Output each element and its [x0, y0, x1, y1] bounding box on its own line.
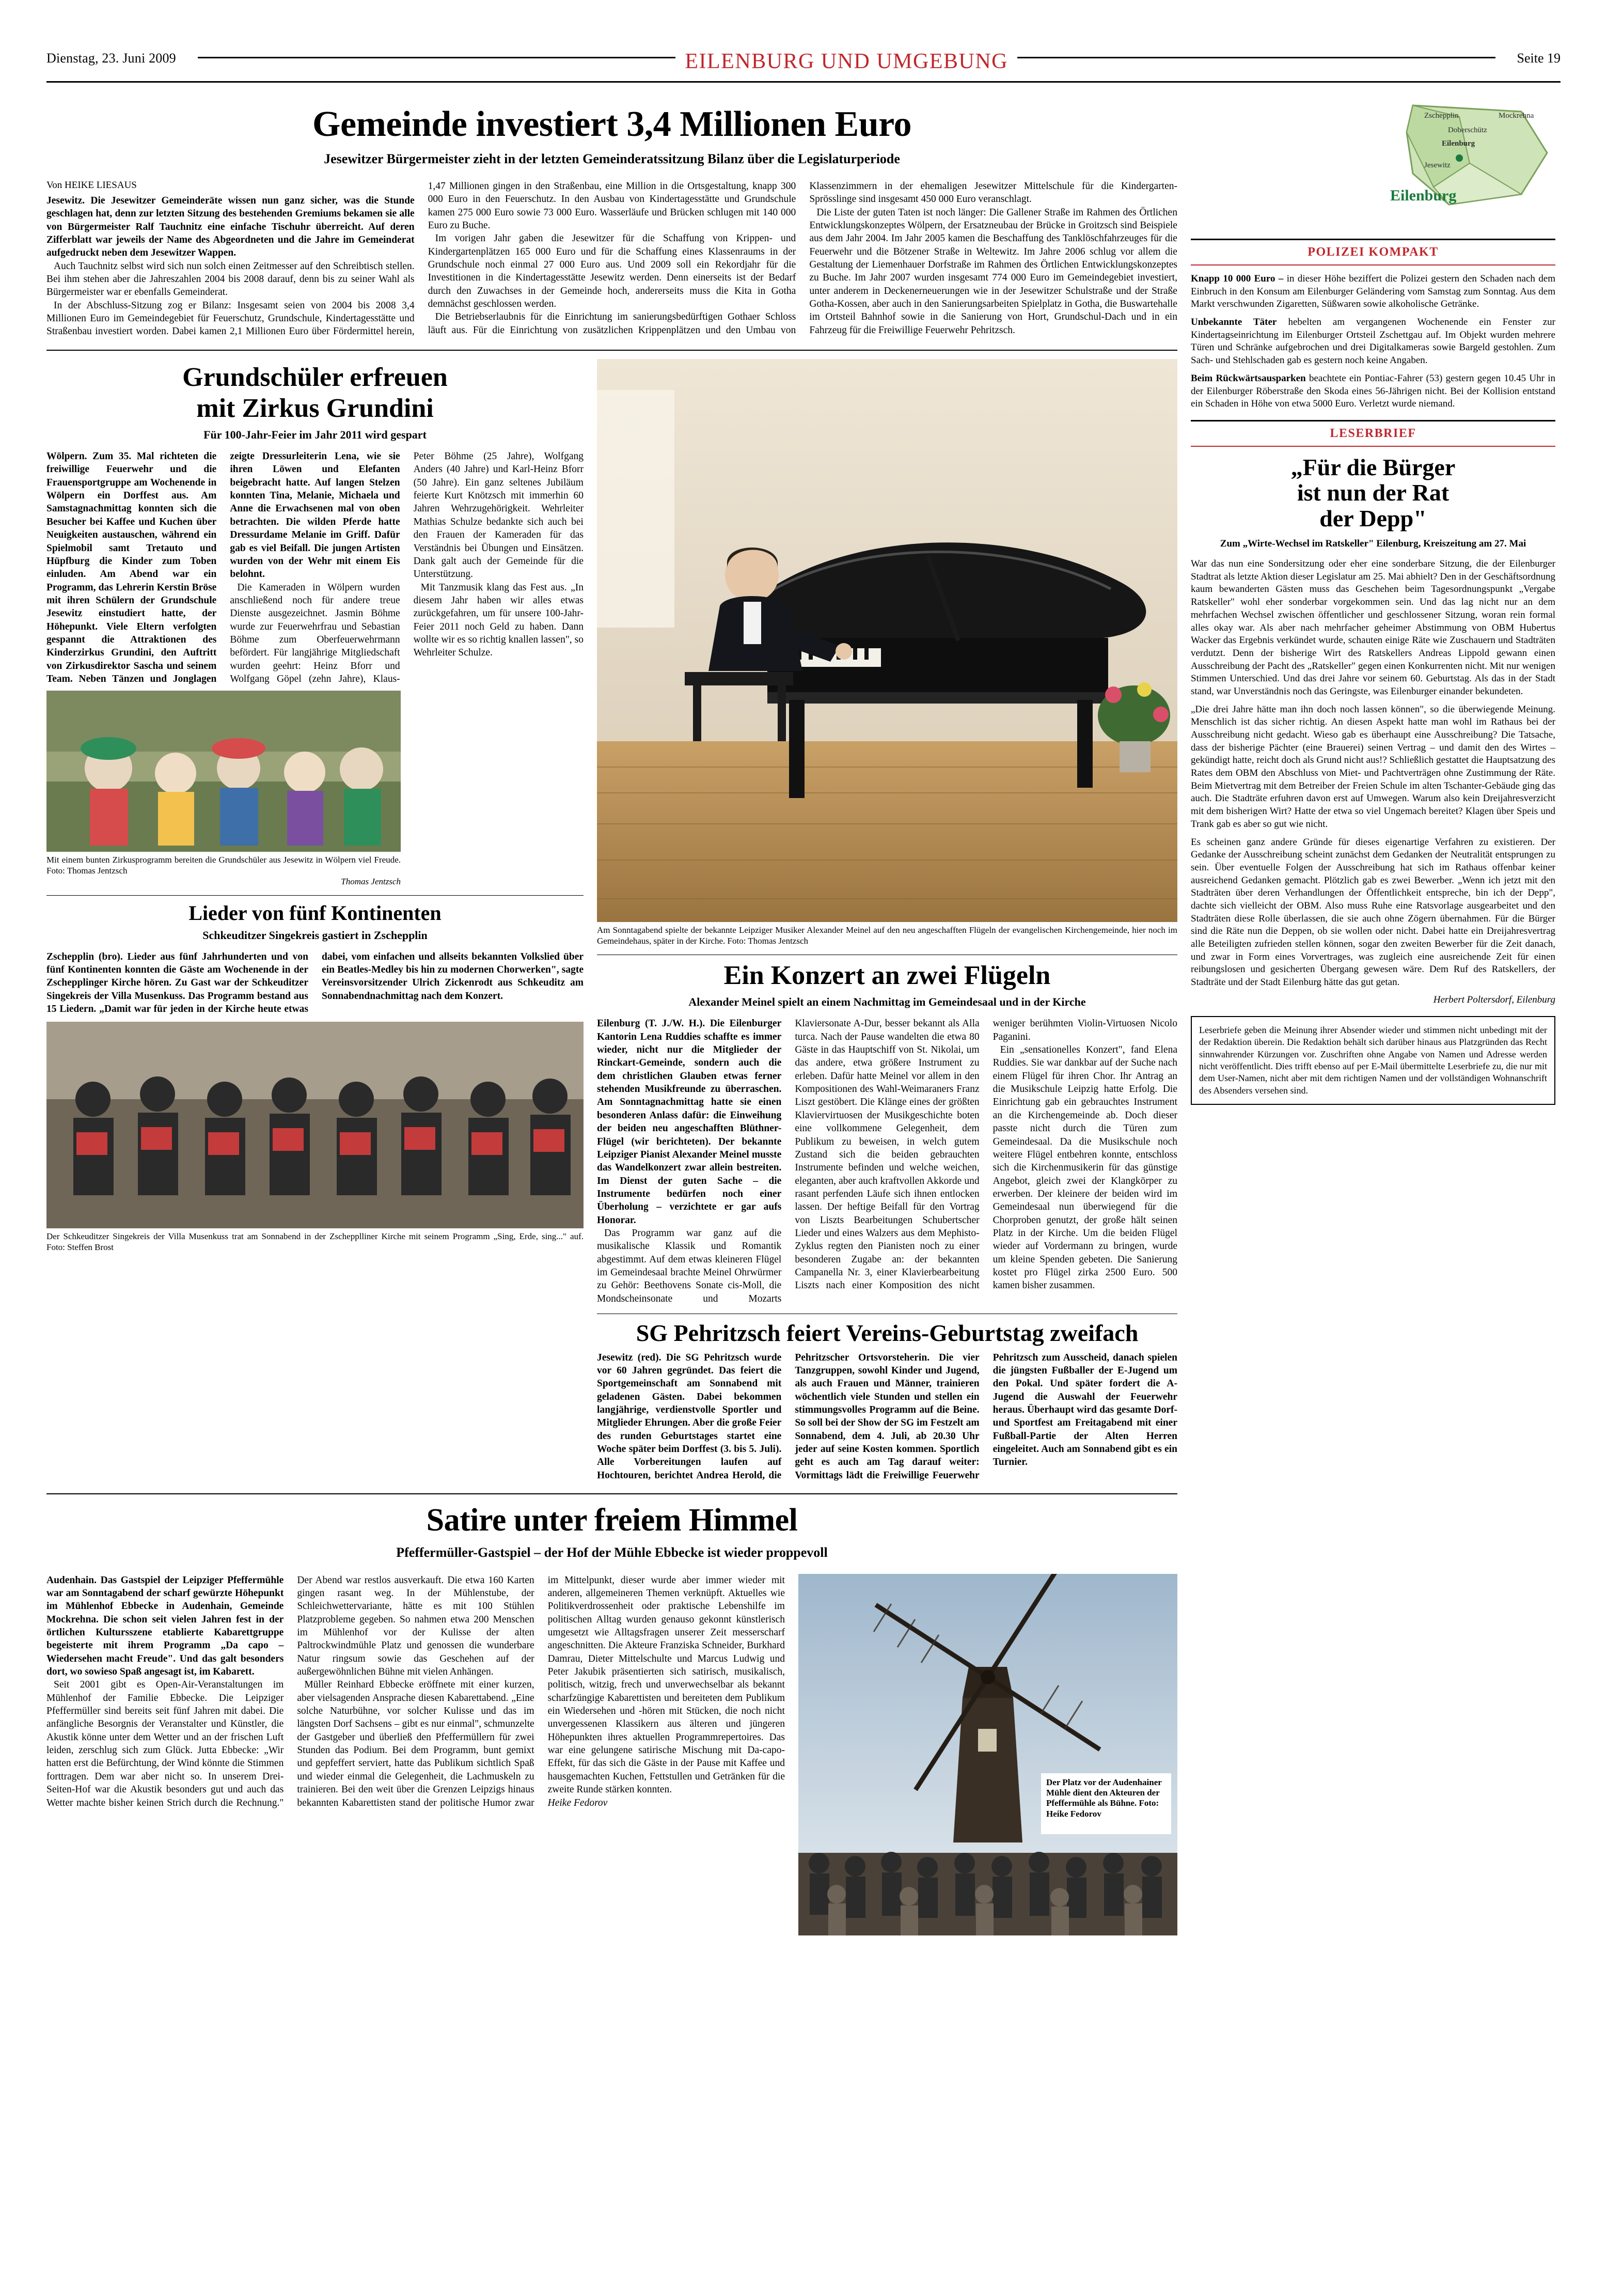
- zirkus-signature: Thomas Jentzsch: [341, 876, 401, 886]
- windmill-caption-text: Der Platz vor der Audenhainer Mühle dient den Akteuren der Pfeffermühle als Bühne.: [1046, 1777, 1162, 1808]
- lead-paragraph: Die Betriebserlaubnis für die Einrichtung im sanierungsbedürftigen Gothaer Schloss läuft aus. Für die Einrichtung von zusätzlichen Krippenplätzen und den Umbau von Klassenzimmern in der ehemaligen Jesewitzer Mittelschule für die Kindergarten-Sprösslinge sind insgesamt 450 000 Euro veranschlagt.: [428, 181, 1177, 336]
- map-label-eilenburg: Eilenburg: [1442, 139, 1475, 148]
- divider: [46, 350, 1177, 351]
- zirkus-headline-line1: Grundschüler erfreuen: [182, 362, 448, 392]
- masthead: [46, 49, 1561, 79]
- piano-photo-image: [597, 359, 1177, 922]
- windmill-photo-caption: [1041, 1773, 1171, 1834]
- polizei-top-rule: [1191, 239, 1555, 240]
- zirkus-photo: [46, 691, 401, 852]
- leserbrief-title-line1: „Für die Bürger: [1290, 454, 1456, 480]
- polizei-item-kicker: Unbekannte Täter: [1191, 317, 1277, 328]
- polizei-section-title: POLIZEI KOMPAKT: [1307, 245, 1439, 259]
- satire-paragraph: Seit 2001 gibt es Open-Air-Veranstaltungen im Mühlenhof der Familie Ebbecke. Die Leipziger Pfeffermüller sind bereits seit fünf Jahren mit dabei. Die anfängliche Besorgnis der Veranstalter und Künstler, die Akustik könne unter dem Wetter und an der frischen Luft leiden, zerschlug sich zum Glück. Jutta Ebbecke: „Wir hatten erst die Befürchtung, der Wind könnte die Stimmen forttragen. Dem war aber nicht so. In unserem Drei-Seiten-Hof war die Akustik besonders gut und auch das Wetter machte bisher keinen Strich durch die Rechnung." Der Abend war restlos ausverkauft. Die etwa 160 Karten gingen rasant weg. In der Mühlenstube, der Schleichwettervariante, hätte es mit 100 Stühlen Platzprobleme gegeben. So nahmen etwa 200 Menschen im Mühlenhof vor der Kulisse der alten Paltrockwindmühle Platz und genossen die wunderbare Natur ringsum sowie das Geschehen auf der außergewöhnlichen Bühne mit vielen Anhängen.: [46, 1574, 534, 1808]
- polizei-item: [1191, 372, 1555, 411]
- lead-paragraph: Im vorigen Jahr gaben die Jesewitzer für die Schaffung von Krippen- und Kindergartenplätzen 165 000 Euro und für die Schaffung eines Klassenraums in der Grundschule noch einmal 27 000 Euro aus. Und 2009 soll ein Rekordjahr für die Investitionen in die Kindertagesstätte Jesewitz werden. Denn einerseits ist der Bedarf durch den Zuwachses in der Gemeinde hoch, andererseits muss die Kita in Gotha demnächst geschlossen werden.: [428, 233, 796, 310]
- singkreis-photo-image: [46, 1022, 584, 1228]
- lead-story-body: [46, 180, 1177, 338]
- lead-headline: Gemeinde investiert 3,4 Millionen Euro: [312, 104, 911, 144]
- leserbrief-title-line3: der Depp": [1319, 505, 1427, 532]
- piano-caption-credit: Foto: Thomas Jentzsch: [727, 935, 808, 946]
- divider: [46, 895, 584, 896]
- lead-byline: Von HEIKE LIESAUS: [46, 180, 137, 191]
- zirkus-article: [46, 359, 584, 1482]
- polizei-item-kicker: Beim Rückwärtsausparken: [1191, 372, 1306, 384]
- konzert-block: [597, 359, 1177, 1482]
- lieder-headline: Lieder von fünf Kontinenten: [188, 901, 442, 925]
- zirkus-photo-image: [46, 691, 401, 852]
- region-map: [1191, 96, 1555, 236]
- singkreis-photo-caption: [46, 1231, 584, 1253]
- polizei-item-kicker: Knapp 10 000 Euro –: [1191, 273, 1284, 284]
- singkreis-photo: [46, 1022, 584, 1228]
- masthead-title: EILENBURG UND UMGEBUNG: [685, 50, 1009, 73]
- zirkus-paragraph: Die Kameraden in Wölpern wurden anschließend noch für andere treue Dienste ausgezeichnet. Jasmin Böhme wurde zur Feuerwehrfrau und Sebastian Böhme zum Oberfeuerwehrmann befördert. Für langjährige Mitgliedschaft wurden geehrt: Heinz Bforr und Wolfgang Göpel (zehn Jahre), Klaus-Peter Böhme (25 Jahre), Wolfgang Anders (40 Jahre) und Karl-Heinz Bforr (50 Jahre). Ein ganz seltenes Jubiläum feierte Kurt Knötzsch mit immerhin 60 Jahren Wehrzugehörigkeit. Wehrleiter Mathias Schulze bedankte sich auch bei den Frauen der Kameraden für das Verständnis bei Übungen und Einsätzen. Dank galt auch der Gemeinde für die Unterstützung.: [230, 451, 584, 684]
- lieder-body: [46, 950, 584, 1016]
- leserbrief-paragraph: „Die drei Jahre hätte man ihn doch noch lassen können", so die überwiegende Meinung. Menschlich ist das sicher richtig. An diesen Aspekt hatte man wohl im Rathaus bei der Ausschreibung nicht gedacht. Wieso gab es überhaupt eine Ausschreibung? Die Tatsache, dass der bisherige Pächter (eine Brauerei) seinen Vertrag – und damit den des Wirtes – gekündigt hatte, reicht doch als Grund nicht aus!? Schließlich gestattet die Hauptsatzung des Rates dem OBM den Abschluss von Miet- und Pachtverträgen ohne Zustimmung der Räte. Beim Mietvertrag mit dem Betreiber der Freien Schule im alten Tschanter-Gebäude ging das auch. Die Stadträte erfuhren davon erst auf Umwegen. Warum also kein Dreijahresverzicht mit dem bisherigen Wirt? Hatte der etwa so viel Ungemach bereitet? Klagen über Speis und Trank gab es aber so gut wie nicht.: [1191, 704, 1555, 830]
- windmill-photo: [798, 1574, 1177, 1935]
- konzert-paragraph: Ein „sensationelles Konzert", fand Elena Ruddies. Sie war dankbar auf der Suche nach einem Flügel für ihren Chor. Ihr Antrag an die Musikschule Leipzig hatte Erfolg. Die Einrichtung gab ein gebrauchtes Instrument an die Kirchengemeinde ab. Doch dieser passte nicht durch die Türen zum Gemeindesaal. Da die Musikschule noch weitere Flügel entbehren konnte, entschloss sich die Kirchenmusikerin für das günstige Angebot, gleich zwei der Klangkörper zu erwerben. Der kleinere der beiden wird im Gemeindesaal nun überwiegend für die Chorproben genutzt, der große hält seinen Platz in der Kirche. Um die beiden Flügel wieder auf Vordermann zu bringen, wurde um kleine Spenden gebeten. Die Sanierung kostet pro Flügel zirka 2500 Euro. 500 kamen bisher zusammen.: [992, 1044, 1177, 1291]
- konzert-headline: Ein Konzert an zwei Flügeln: [723, 961, 1051, 991]
- piano-photo-caption: [597, 925, 1177, 946]
- konzert-paragraph: Eilenburg (T. J./W. H.). Die Eilenburger Kantorin Lena Ruddies schaffte es immer wieder, nicht nur die Mitglieder der Rinckart-Gemeinde, sondern auch die dem christlichen Glauben etwas ferner stehenden Musikfreunde zu überraschen. Am Sonntagnachmittag hatte sie einen besonderen Anlass dafür: die Einweihung der beiden neu angeschafften Blüthner-Flügel (wir berichteten). Der bekannte Leipziger Pianist Alexander Meinel musste das Wandelkonzert zwar allein bestreiten. Im Dienst der guten Sache – die Instrumente bedürfen noch einer Überholung – verzichtete er gar aufs Honorar.: [597, 1018, 782, 1226]
- piano-photo: [597, 359, 1177, 922]
- windmill-photo-image: [798, 1574, 1177, 1935]
- lieder-paragraph: Zschepplin (bro). Lieder aus fünf Jahrhunderten und von fünf Kontinenten konnten die Gäste am Wochenende in der Zschepplinger Kirche hören. Zu Gast war der Schkeuditzer Singekreis der Villa Musenkuss. Das Programm bestand aus 15 Liedern. „Damit war für jeden in der Kirche heute etwas dabei, vom einfachen und allseits bekannten Volkslied über ein Beatles-Medley bis hin zu modernen Chorwerken", sagte Vereinsvorsitzender Ulrich Zickenrodt aus Schkeuditz am Sonnabendnachmittag nach dem Konzert.: [46, 951, 584, 1015]
- konzert-body: [597, 1017, 1177, 1305]
- masthead-center: [176, 49, 1517, 74]
- masthead-bottom-rule: [46, 81, 1561, 83]
- masthead-rule-right: [1017, 57, 1495, 58]
- mid-row: [46, 359, 1177, 1482]
- zirkus-photo-caption: [46, 855, 401, 876]
- lieder-subhead: Schkeuditzer Singekreis gastiert in Zschepplin: [202, 928, 428, 942]
- polizei-item-text: hebelten am vergangenen Wochenende ein Fenster zur Kindertagseinrichtung im Eilenburger Ortsteil Zschettgau auf. Im Objekt wurden mehrere Türen und Schränke aufgebrochen und drei Digitalkameras sowie Bargeld gestohlen. Zum Sach- und Stehlschaden gab es gestern noch keine Angaben.: [1191, 317, 1555, 366]
- main-content: [46, 96, 1177, 1935]
- satire-paragraph: Müller Reinhard Ebbecke eröffnete mit einer kurzen, aber vielsagenden Ansprache diesen Kabarettabend. „Eine solche Naturbühne, vor solcher Kulisse und das im längsten Dorf Sachsens – gibt es nur einmal", schmunzelte der Gastgeber und überließ den Pfeffermüllern für zwei Stunden das Podium. Bei dem Programm, bunt gemixt und gepfeffert serviert, hatte das Publikum sichtlich Spaß und wieder einmal die Gelegenheit, die Lachmuskeln zu trainieren. Bei den weit über die Grenzen Leipzigs hinaus bekannten Kabarettisten stand der politische Humor zwar im Mittelpunkt, dieser wurde aber immer wieder mit anderen, allgemeineren Themen verknüpft. Aktuelles wie Politikverdrossenheit oder praktische Lebenshilfe im politischen Alltag wurden genauso gekonnt künstlerisch umgesetzt wie Alltagsfragen unserer Zeit messerscharf angeschnitten. Die Akteure Franziska Schneider, Burkhard Damrau, Dieter Mittelschulte und Marcus Ludwig und Peter Jakubik präsentierten sich satirisch, musikalisch, politisch, witzig, frech und unverwechselbar als bekannt scharfzüngige Kabarettisten und bereiteten dem Publikum ein Wiedersehen und -hören mit Stücken, die noch nicht unvergessenen Klassikern aus älteren und jüngeren Höhepunkten ihres aktuellen Programmrepertoires. Das war eine gelungene satirische Mischung mit Da-capo-Effekt, für das sich die Gäste in der Pause mit Kaffee und hausgemachten Kuchen, Fettstullen und Getränken für die zweite Runde stärken konnten.: [297, 1574, 785, 1808]
- piano-caption-text: Am Sonntagabend spielte der bekannte Leipziger Musiker Alexander Meinel auf den neu angeschafften Flügeln der evangelischen Kirchengemeinde, hier noch im Gemeindehaus, später in der Kirche.: [597, 925, 1177, 946]
- map-city-name: Eilenburg: [1390, 187, 1457, 204]
- map-label-zschepplin: Zschepplin: [1424, 112, 1459, 120]
- polizei-item-text: beachtete ein Pontiac-Fahrer (53) gestern gegen 10.45 Uhr in der Eilenburger Röberstraße den Skoda eines 56-Jährigen nicht. Bei der Kollision entstand ein Schaden in Höhe von etwa 5000 Euro. Verletzt wurde niemand.: [1191, 372, 1555, 410]
- masthead-page-number: Seite 19: [1517, 50, 1561, 66]
- leserbrief-title-underline: [1191, 446, 1555, 447]
- polizei-item-text: in dieser Höhe beziffert die Polizei gestern den Schaden nach dem Einbruch in den Konsum am Eilenburger Geländering vom Samstag zum Sonntag. Aus dem Markt verschwunden Zigaretten, Süßwaren sowie alkoholische Getränke.: [1191, 273, 1555, 310]
- page-body: [46, 96, 1561, 1935]
- satire-row: [46, 1574, 1177, 1935]
- sg-paragraph: Jesewitz (red). Die SG Pehritzsch wurde vor 60 Jahren gegründet. Das feiert die Sportgemeinschaft am Sonnabend mit geladenen Gästen. Dabei bekommen langjährige, verdienstvolle Sportler und Mitglieder Ehrungen. Aber die große Feier des runden Geburtstages startet eine Woche später beim Dorffest (3. bis 5. Juli). Alle Vorbereitungen laufen auf Hochtouren, berichtet Andrea Herold, die Pehritzscher Ortsvorsteherin. Die vier Tanzgruppen, sowohl Kinder und Jugend, als auch Frauen und Männer, trainieren wöchentlich viele Stunden und stellen ein stimmungsvolles Programm auf die Beine. So soll bei der Show der SG im Festzelt am Sonnabend, dem 4. Juli, ab 20.30 Uhr jeder auf seine Kosten kommen. Sportlich geht es auch am Tag darauf weiter: Vormittags lädt die Freiwillige Feuerwehr Pehritzsch zum Ausscheid, danach spielen die jüngsten Fußballer der E-Jugend um den Pokal. Und später fordert die A-Jugend die Auswahl der Feuerwehr heraus. Überhaupt wird das gesamte Dorf- und Sportfest am Freitagabend mit einer Fußball-Partie der Alten Herren eingeleitet. Auch am Sonnabend gibt es ein Turnier.: [597, 1352, 1177, 1481]
- satire-subhead: Pfeffermüller-Gastspiel – der Hof der Mühle Ebbecke ist wieder proppevoll: [396, 1545, 828, 1560]
- zirkus-paragraph: Mit Tanzmusik klang das Fest aus. „In diesem Jahr haben wir alles etwas zurückgefahren, um für unsere 100-Jahr-Feier 2011 noch Geld zu haben. Dann wollte wir es so richtig knallen lassen", so Wehrleiter Schulze.: [413, 582, 584, 659]
- leserbrief-signature: Herbert Poltersdorf, Eilenburg: [1433, 994, 1555, 1005]
- lead-subhead: Jesewitzer Bürgermeister zieht in der letzten Gemeinderatssitzung Bilanz über die Legislaturperiode: [324, 151, 900, 166]
- lead-paragraph: In der Abschluss-Sitzung zog er Bilanz: Insgesamt seien von 2004 bis 2008 3,4 Millionen Euro im Gemeindegebiet für Feuerschutz, Grundschule, Kindertagesstätte und Straßenbau investiert worden. Dabei kamen 2,1 Millionen Euro über Fördermittel herein, 1,47 Millionen gingen in den Straßenbau, eine Million in die Ortsgestaltung, knapp 300 000 Euro in den Feuerschutz. In den Ausbau von Kindertagesstätte und Grundschule kamen 275 000 Euro sowie 73 000 Euro. Wasserläufe und Brücken schlugen mit 140 000 Euro zu Buche.: [46, 181, 796, 337]
- konzert-paragraph: Das Programm war ganz auf die musikalische Klassik und Romantik abgestimmt. Auf dem etwas kleineren Flügel im Gemeindesaal brachte Meinel Ohrwürmer zu Gehör: Beethovens Sonate cis-Moll, die Mondscheinsonate und Mozarts Klaviersonate A-Dur, besser bekannt als Alla turca. Nach der Pause wandelten die etwa 80 Gäste in das Hauptschiff von St. Nikolai, um das andere, etwa größere Instrument zu erleben. Dafür hatte Meinel vor allem in den Kompositionen des Wahl-Weimaraners Franz Liszt gestöbert. Die Klänge eines der größten Klaviervirtuosen der Musikgeschichte boten eine vollkommene Gelegenheit, dem Publikum zu beweisen, in welch gutem Zustand sich die beiden gebrauchten Instrumente befinden und welche weichen, eleganten, aber auch kraftvollen Akkorde und rasant perfenden Läufe sich ihnen entlocken lassen. Der heftige Beifall für den Vortrag von Liszts Bearbeitungen Schubertscher Lieder und eines Walzers aus dem Mephisto-Zyklus regten den Pianisten noch zu einer besonderen Zugabe an: der bekannten Campanella Nr. 3, einer Klavierbearbeitung Liszts nach einer Komposition des nicht weniger berühmten Violin-Virtuosen Nicolo Paganini.: [597, 1018, 1177, 1304]
- leserbrief-paragraph: Es scheinen ganz andere Gründe für dieses eigenartige Verfahren zu existieren. Der Gedanke der Ausschreibung scheint zunächst dem Gedanken der Neutralität entsprungen zu sein. Über eventuelle Folgen der Ausschreibung hat sich im Rathaus offenbar keiner ausreichend Gedanken gemacht. Plötzlich gab es zwei Bewerber. „Wenn ich jetzt mit den Stadträten über deren Verhandlungen der Öffentlichkeit entspreche, bin ich der Depp", dachte sich vielleicht der OBM. Also muss Ruhe eine Ratsvorlage ausgearbeitet und den Stadträten diese Rolle überlassen, die sie auch ohne Zögern übernahmen. Für die Bürger sind die Räte nun die Deppen, ob sie wollen oder nicht. Dabei hatte ein Dreijahresvertrag alle Beteiligten zufrieden stellen können, sogar den zweiten Bewerber für die Zeit danach, und zwar in Form eines Vorvertrages, was zugleich eine ausreichende Zeit für einen reibungslosen und gesicherten Übergang gewesen wäre. Dem Ruf des Ratskellers, der Stadträte und der Stadt Eilenburg hätte das gut getan.: [1191, 836, 1555, 988]
- map-label-jesewitz: Jesewitz: [1424, 161, 1451, 169]
- divider: [46, 1493, 1177, 1494]
- satire-body: [46, 1574, 785, 1809]
- zirkus-caption-credit: Foto: Thomas Jentzsch: [46, 866, 128, 876]
- polizei-items: [1191, 273, 1555, 411]
- zirkus-subhead: Für 100-Jahr-Feier im Jahr 2011 wird gespart: [203, 428, 427, 442]
- zirkus-headline-line2: mit Zirkus Grundini: [196, 393, 434, 423]
- sg-body: [597, 1351, 1177, 1482]
- map-label-doberschuetz: Doberschütz: [1448, 126, 1487, 134]
- zirkus-paragraph: Wölpern. Zum 35. Mal richteten die freiwillige Feuerwehr und die Frauensportgruppe am Wochenende in Wölpern ein Dorffest aus. Am Samstagnachmittag konnten sich die Besucher bei Kaffee und Kuchen über Neuigkeiten austauschen, während ein Spielmobil samt Tretauto und Hüpfburg die Kinder zum Toben einluden. Am Abend war ein Programm, das Lehrerin Kerstin Bröse mit ihren Schülern der Grundschule Jesewitz einstudiert hatte, der Höhepunkt. Viele Eltern verfolgten gespannt die Attraktionen des Kinderzirkus Grundini, den Auftritt von Zirkusdirektor Sascha und seinem Team. Neben Tänzen und Jonglagen zeigte Dressurleiterin Lena, wie sie ihren Löwen und Elefanten beigebracht hatte. Auf langen Stelzen konnten Tina, Melanie, Michaela und Anne die Erwachsenen mal von oben betrachten. Die wilden Pferde hatte Dressurdame Melanie im Griff. Dafür gab es viel Beifall. Die jungen Artisten wurden von der Wehr mit einem Eis belohnt.: [46, 451, 400, 684]
- singkreis-caption-credit: Foto: Steffen Brost: [46, 1242, 114, 1253]
- leserbrief-title-line2: ist nun der Rat: [1297, 479, 1450, 506]
- polizei-item: [1191, 273, 1555, 311]
- windmill-caption-credit: Foto: Heike Fedorov: [1046, 1798, 1159, 1819]
- map-label-mockrehna: Mockrehna: [1499, 112, 1534, 120]
- right-rail: [1191, 96, 1555, 1935]
- lead-paragraph: Die Liste der guten Taten ist noch länger: Die Gallener Straße im Rahmen des Örtlichen Entwicklungskonzeptes Wölpern, der Ersatzneubau der Brücke in Groitzsch sind Beispiele aus dem Jahr 2004. Im Jahr 2005 kamen die Beschaffung des Tanklöschfahrzeuges für die Feuerwehr und die Bötzener Straße in Weltewitz. Im Jahre 2006 schlug vor allem die Gestaltung der Liemenhauer Dorfstraße im Rahmen des Örtlichen Entwicklungskonzeptes zu Buche. Im Jahr 2007 wurden insgesamt 774 000 Euro im Gemeindegebiet investiert, unter anderem in Deckenerneuerungen wie in der Jesewitzer Schulstraße und der Straße Gotha-Kossen, aber auch in den Sanierungsarbeiten Spielplatz in Gotha, die Buswartehalle im Ortsteil Bahnhof sowie in die Sanierung von Hort, Grundschul-Dach und in ein Fahrzeug für die Freiwillige Feuerwehr Pehritzsch.: [809, 207, 1177, 336]
- leserbrief-subhead: Zum „Wirte-Wechsel im Ratskeller" Eilenburg, Kreiszeitung am 27. Mai: [1220, 538, 1526, 550]
- zirkus-caption-text: Mit einem bunten Zirkusprogramm bereiten die Grundschüler aus Jesewitz in Wölpern viel Freude.: [46, 855, 401, 865]
- singkreis-caption-text: Der Schkeuditzer Singekreis der Villa Musenkuss trat am Sonnabend in der Zschepplliner Kirche mit seinem Programm „Sing, Erde, sing..." auf.: [46, 1231, 584, 1242]
- lead-paragraph: Jesewitz. Die Jesewitzer Gemeinderäte wissen nun ganz sicher, was die Stunde geschlagen hat, denn zur letzten Sitzung des bestehenden Gremiums bekamen sie alle von Bürgermeister Ralf Tauchnitz eine einfache Tischuhr überreicht. Auf deren Zifferblatt war jeweils der Name des Abgeordneten und die Jahre im Gemeinderat aufgedruckt neben dem Jesewitzer Wappen.: [46, 195, 415, 259]
- masthead-rule-left: [198, 57, 676, 58]
- leserbrief-paragraph: War das nun eine Sondersitzung oder eher eine sonderbare Sitzung, die der Eilenburger Stadtrat als letzte Aktion dieser Legislatur am 25. Mai abhielt? Den in der Geschäftsordnung kaum bewanderten Gästen muss das Geschehen beim Tagesordnungspunkt „Vergabe Ratskeller" wohl eher sonderbar vorgekommen sein. Und das lag nicht nur an dem mehrfachen Wechsel zwischen öffentlicher und geschlossener Sitzung, woran rein formal alles okay war. Als aber nach mehrfacher geheimer Abstimmung von OBM Hubertus Wacker das Ergebnis verkündet wurde, schauten einige Räte wie Zuschauern und Stadträten verdutzt. Denn der bisherige Wirt des Ratskellers Andreas Lippold gewann einen Ausschreibung der Pacht des „Ratskeller" gegen einen Konkurrenten nicht. Mit nur wenigen Stimmen Unterschied. Und das drei Jahre vor seinem 60. Geburtstag. Als das in der Stadt stand, war Unverständnis noch das Geringste, was Eilenburger einander bekundeten.: [1191, 558, 1555, 697]
- masthead-date: Dienstag, 23. Juni 2009: [46, 50, 176, 66]
- lead-paragraph: Auch Tauchnitz selbst wird sich nun solch einen Zeitmesser auf den Schreibtisch stellen. Bei ihm stehen aber die Jahreszahlen 2004 bis 2008 darauf, denn bis zu seiner Wahl als Bürgermeister war er ebenfalls Gemeinderat.: [46, 260, 415, 298]
- sg-headline: SG Pehritzsch feiert Vereins-Geburtstag zweifach: [636, 1319, 1139, 1346]
- leserbrief-section-title: LESERBRIEF: [1330, 426, 1416, 440]
- leserbrief-top-rule: [1191, 420, 1555, 421]
- konzert-subhead: Alexander Meinel spielt an einem Nachmittag im Gemeindesaal und in der Kirche: [688, 995, 1086, 1009]
- windmill-block: [798, 1574, 1177, 1935]
- polizei-item: [1191, 316, 1555, 367]
- polizei-title-underline: [1191, 264, 1555, 265]
- satire-headline: Satire unter freiem Himmel: [426, 1503, 798, 1538]
- zirkus-body: [46, 450, 584, 685]
- leserbrief-notice: Leserbriefe geben die Meinung ihrer Absender wieder und stimmen nicht unbedingt mit der der Redaktion überein. Die Redaktion behält sich darüber hinaus aus Platzgründen das Recht sinnwahrender Kürzungen vor. Zuschriften ohne Angabe von Namen und Adresse werden nicht veröffentlicht. Dies trifft ebenso auf per E-Mail übermittelte Leserbriefe zu, die nur mit dem User-Namen, nicht aber mit dem richtigen Namen und der vollständigen Wohnanschrift des Absenders versehen sind.: [1191, 1016, 1555, 1105]
- satire-paragraph: Audenhain. Das Gastspiel der Leipziger Pfeffermühle war am Sonntagabend der scharf gewürzte Höhepunkt im Mühlenhof Ebbecke in Audenhain, Gemeinde Mockrehna. Die schon seit vielen Jahren fest in der örtlichen Kultursszene etablierte Kabarettgruppe begeisterte mit ihrem Programm „Da capo – Wiedersehen macht Freude". Und das galt besonders dort, wo sowieso Spaß angesagt ist, im Kabarett.: [46, 1574, 284, 1678]
- satire-signature: Heike Fedorov: [547, 1797, 608, 1808]
- satire-text-block: [46, 1574, 785, 1935]
